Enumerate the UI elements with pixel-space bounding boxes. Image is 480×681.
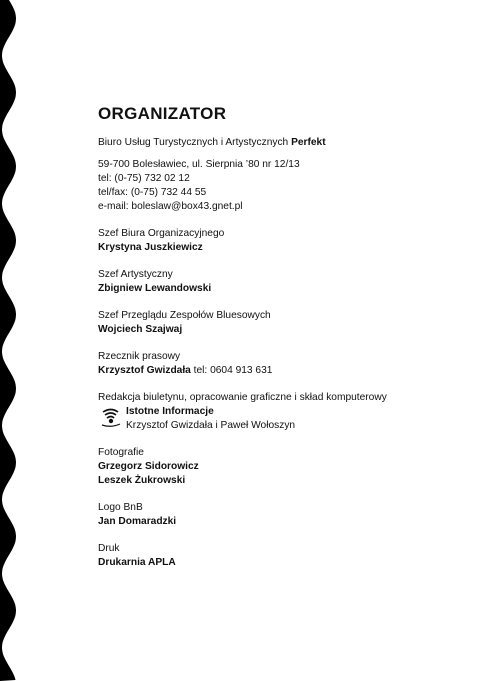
role-title: Szef Przeglądu Zespołów Bluesowych	[98, 310, 271, 321]
organizer-email: e-mail: boleslaw@box43.gnet.pl	[98, 201, 243, 212]
role-person: Zbigniew Lewandowski	[98, 283, 212, 294]
editorial-title: Redakcja biuletynu, opracowanie graficzne i skład komputerowy	[98, 392, 387, 403]
logo-title: Logo BnB	[98, 502, 143, 513]
logo-section	[98, 501, 468, 529]
print-title: Druk	[98, 543, 120, 554]
press-title: Rzecznik prasowy	[98, 351, 181, 362]
role-title: Szef Biura Organizacyjnego	[98, 228, 225, 239]
role-person: Wojciech Szajwaj	[98, 324, 183, 335]
press-spokesperson	[98, 350, 468, 378]
role-person: Krystyna Juszkiewicz	[98, 242, 203, 253]
organizer-prefix: Biuro Usług Turystycznych i Artystycznych	[98, 137, 292, 148]
photos-title: Fotografie	[98, 447, 144, 458]
organizer-name-line	[98, 136, 468, 150]
wavy-page-edge	[0, 0, 24, 681]
role-blues-review-head	[98, 309, 468, 337]
istotne-informacje-logo-icon	[100, 406, 122, 428]
logo-author: Jan Domaradzki	[98, 516, 177, 527]
editorial-section	[98, 391, 468, 433]
role-office-head	[98, 227, 468, 255]
editorial-people: Krzysztof Gwizdała i Paweł Wołoszyn	[126, 420, 296, 431]
print-section	[98, 542, 468, 570]
photos-section	[98, 446, 468, 488]
editorial-brand: Istotne Informacje	[126, 406, 214, 417]
organizer-address: 59-700 Bolesławiec, ul. Sierpnia ’80 nr 12/13	[98, 159, 300, 170]
document-body	[98, 104, 468, 570]
press-phone: tel: 0604 913 631	[190, 365, 273, 376]
editorial-brand-row	[100, 405, 468, 433]
press-name: Krzysztof Gwizdała	[98, 365, 191, 376]
press-contact-line	[98, 364, 468, 378]
page-title: ORGANIZATOR	[98, 104, 227, 123]
role-artistic-head	[98, 268, 468, 296]
printing-house: Drukarnia APLA	[98, 557, 176, 568]
organizer-tel: tel: (0-75) 732 02 12	[98, 173, 190, 184]
photographer: Grzegorz Sidorowicz	[98, 461, 199, 472]
organizer-brand: Perfekt	[291, 137, 326, 148]
role-title: Szef Artystyczny	[98, 269, 173, 280]
photographer: Leszek Żukrowski	[98, 475, 186, 486]
organizer-telfax: tel/fax: (0-75) 732 44 55	[98, 187, 207, 198]
